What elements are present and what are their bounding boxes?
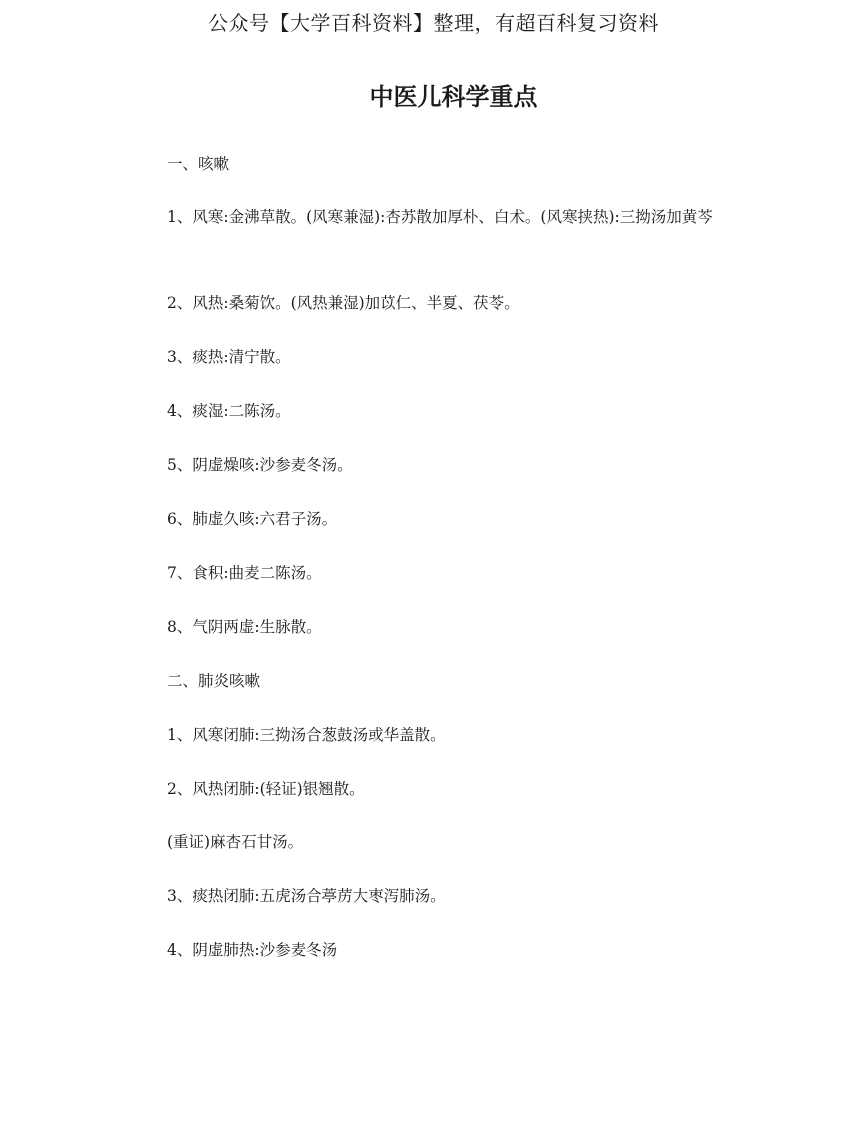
list-item: 8、气阴两虚:生脉散。 (167, 618, 322, 636)
document-title: 中医儿科学重点 (369, 83, 538, 111)
list-item: 2、风热闭肺:(轻证)银翘散。 (167, 780, 365, 798)
list-item: 5、阴虚燥咳:沙参麦冬汤。 (167, 456, 353, 474)
list-item: 3、痰热闭肺:五虎汤合葶苈大枣泻肺汤。 (167, 887, 446, 905)
list-item: 4、阴虚肺热:沙参麦冬汤 (167, 941, 338, 959)
list-item: 4、痰湿:二陈汤。 (167, 402, 291, 420)
list-item: 1、风寒闭肺:三拗汤合葱鼓汤或华盖散。 (167, 726, 446, 744)
page-header: 公众号【大学百科资料】整理，有超百科复习资料 (208, 11, 659, 35)
section-heading-cough: 一、咳嗽 (167, 155, 230, 173)
list-item: 3、痰热:清宁散。 (167, 348, 291, 366)
list-item: 1、风寒:金沸草散。(风寒兼湿):杏苏散加厚朴、白术。(风寒挟热):三拗汤加黄芩 (167, 208, 713, 226)
list-item: (重证)麻杏石甘汤。 (167, 833, 304, 851)
section-heading-pneumonia-cough: 二、肺炎咳嗽 (167, 672, 261, 690)
list-item: 2、风热:桑菊饮。(风热兼湿)加苡仁、半夏、茯苓。 (167, 294, 520, 312)
list-item: 7、食积:曲麦二陈汤。 (167, 564, 322, 582)
list-item: 6、肺虚久咳:六君子汤。 (167, 510, 338, 528)
